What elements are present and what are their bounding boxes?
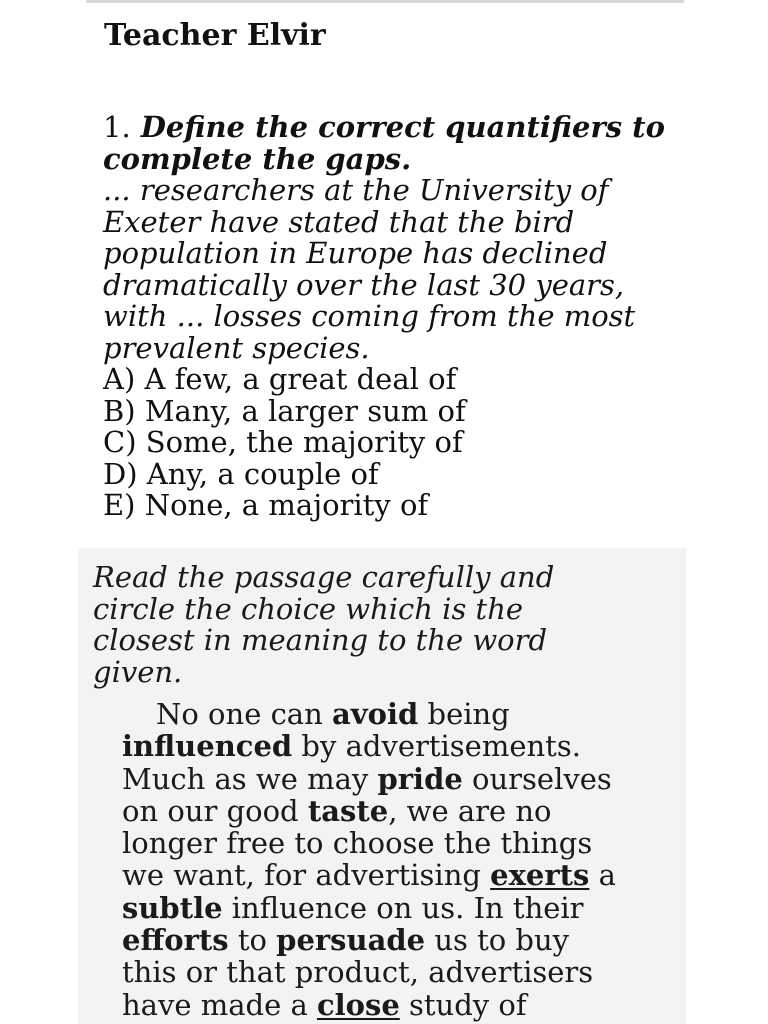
passage-line: this or that product, advertisers bbox=[122, 955, 594, 990]
passage-text: influence on us. In their bbox=[222, 890, 584, 925]
passage-line bbox=[122, 795, 662, 827]
passage-text: have made a bbox=[122, 987, 317, 1022]
passage-text: being bbox=[418, 697, 510, 731]
question-stem-line: dramatically over the last 30 years, bbox=[103, 267, 625, 302]
question-stem-line: population in Europe has declined bbox=[103, 236, 608, 270]
keyword-close: close bbox=[316, 987, 400, 1022]
instruction-line: circle the choice which is the bbox=[93, 591, 524, 626]
keyword-persuade: persuade bbox=[276, 923, 426, 958]
passage-line bbox=[122, 989, 662, 1021]
keyword-taste: taste bbox=[307, 793, 389, 828]
instruction-line: given. bbox=[93, 654, 183, 689]
keyword-efforts: efforts bbox=[122, 923, 229, 958]
keyword-subtle: subtle bbox=[122, 890, 223, 925]
passage-text: us to buy bbox=[425, 923, 570, 958]
passage-line bbox=[122, 698, 662, 730]
question-stem-line: ... researchers at the University of bbox=[103, 173, 609, 207]
question-number: 1. bbox=[103, 110, 131, 144]
passage-text: Much as we may bbox=[122, 761, 378, 796]
option-a: A) A few, a great deal of bbox=[103, 362, 457, 396]
question-stem-line: Exeter have stated that the bird bbox=[103, 204, 575, 239]
option-b: B) Many, a larger sum of bbox=[103, 393, 466, 428]
instruction-line: Read the passage carefully and bbox=[93, 560, 555, 594]
question-stem-line: prevalent species. bbox=[103, 330, 370, 365]
option-e: E) None, a majority of bbox=[103, 488, 429, 522]
keyword-pride: pride bbox=[377, 761, 463, 796]
page-title: Teacher Elvir bbox=[104, 18, 326, 53]
keyword-influenced: influenced bbox=[122, 729, 293, 764]
option-d: D) Any, a couple of bbox=[103, 456, 379, 491]
option-c: C) Some, the majority of bbox=[103, 425, 463, 459]
passage-line bbox=[122, 892, 662, 924]
question-title bbox=[103, 112, 693, 144]
passage-line bbox=[122, 859, 662, 891]
section-instruction bbox=[93, 562, 683, 688]
instruction-line: closest in meaning to the word bbox=[93, 623, 548, 657]
reading-passage bbox=[122, 698, 662, 1021]
question-title-line-1: Define the correct quantifiers to bbox=[140, 110, 665, 144]
passage-text: study of bbox=[399, 987, 527, 1022]
question-stem-line: with ... losses coming from the most bbox=[103, 299, 636, 333]
passage-line bbox=[122, 730, 662, 762]
passage-text: No one can bbox=[156, 697, 332, 731]
passage-text: on our good bbox=[122, 793, 308, 828]
passage-text: we want, for advertising bbox=[122, 858, 491, 893]
passage-text: a bbox=[589, 858, 616, 893]
passage-line: longer free to choose the things bbox=[122, 826, 593, 861]
question-1 bbox=[103, 112, 693, 522]
question-title-line-2: complete the gaps. bbox=[103, 141, 412, 176]
keyword-exerts: exerts bbox=[490, 858, 590, 893]
passage-text: , we are no bbox=[388, 793, 552, 828]
keyword-avoid: avoid bbox=[332, 697, 419, 731]
passage-text: to bbox=[228, 923, 277, 958]
passage-text: by advertisements. bbox=[292, 729, 581, 764]
passage-line bbox=[122, 924, 662, 956]
passage-text: ourselves bbox=[462, 761, 612, 796]
top-divider bbox=[86, 0, 684, 3]
passage-line bbox=[122, 763, 662, 795]
